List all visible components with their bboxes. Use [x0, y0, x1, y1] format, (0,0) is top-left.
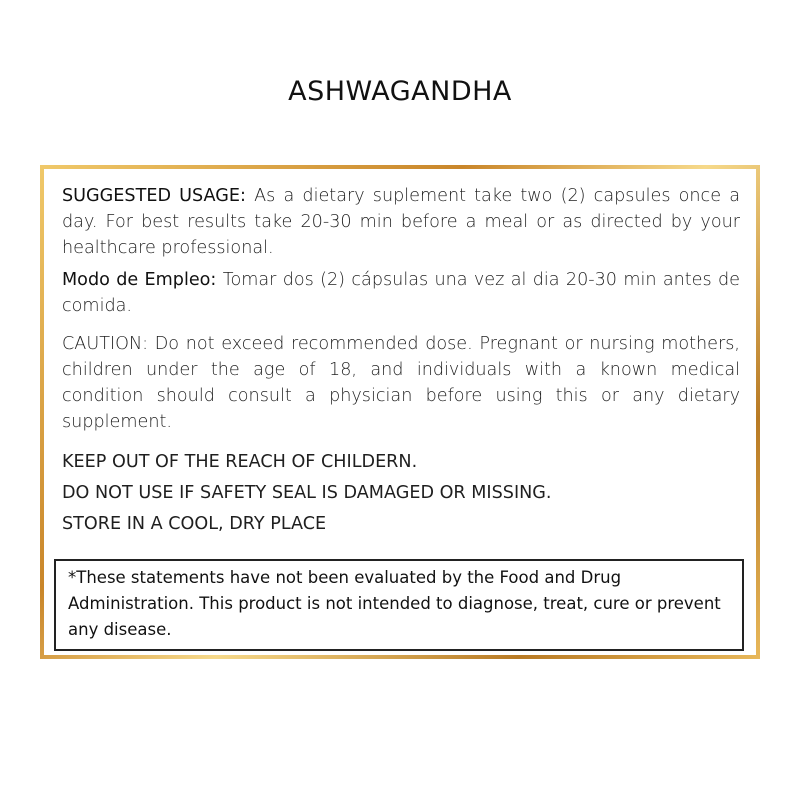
caution-paragraph: CAUTION: Do not exceed recommended dose. Pregnant or nursing mothers, children under the age of 18, and individuals with a known medical condition should consult a physician before using this or any dietary supplement.	[62, 334, 740, 432]
modo-de-empleo-paragraph	[62, 267, 740, 319]
supplement-label-panel	[40, 165, 760, 659]
label-content	[62, 183, 740, 540]
warning-storage: STORE IN A COOL, DRY PLACE	[62, 514, 327, 534]
product-title: ASHWAGANDHA	[288, 76, 512, 107]
modo-de-empleo-label: Modo de Empleo:	[62, 270, 217, 290]
suggested-usage-text: As a dietary suplement take two (2) capsules once a day. For best results take 20-30 min before a meal or as directed by your healthcare professional.	[62, 186, 740, 258]
fda-disclaimer-box: *These statements have not been evaluated by the Food and Drug Administration. This product is not intended to diagnose, treat, cure or prevent any disease.	[54, 559, 744, 651]
warning-safety-seal: DO NOT USE IF SAFETY SEAL IS DAMAGED OR MISSING.	[62, 483, 552, 503]
warning-keep-out-of-reach: KEEP OUT OF THE REACH OF CHILDERN.	[62, 452, 418, 472]
suggested-usage-paragraph	[62, 183, 740, 261]
modo-de-empleo-text: Tomar dos (2) cápsulas una vez al dia 20-30 min antes de comida.	[62, 270, 740, 316]
suggested-usage-label: SUGGESTED USAGE:	[62, 186, 246, 206]
